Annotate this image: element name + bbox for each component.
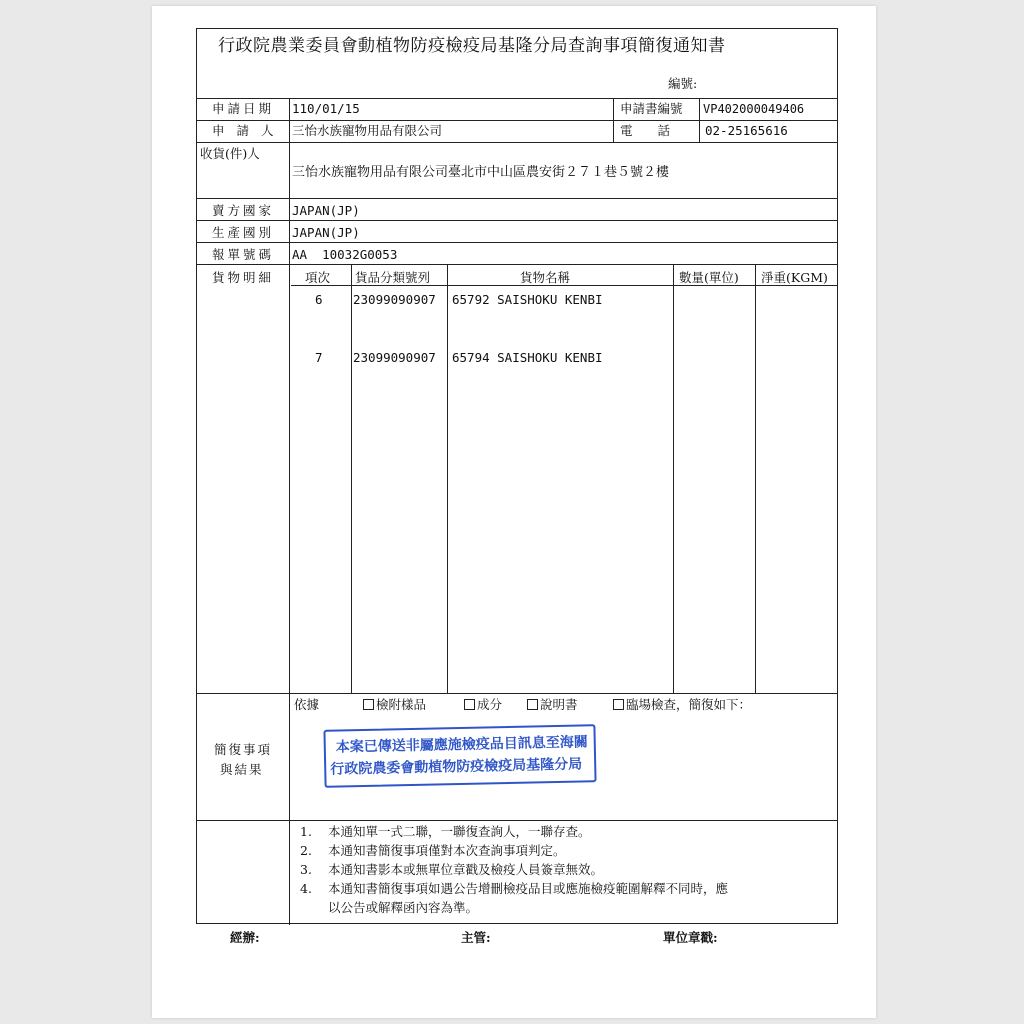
rule-line bbox=[197, 220, 837, 221]
phone-label: 電 話 bbox=[620, 123, 671, 138]
note-item: 4. 本通知書簡復事項如遇公告增刪檢疫品目或應施檢疫範圍解釋不同時，應 bbox=[300, 881, 729, 896]
table-row-name: 65792 SAISHOKU KENBI bbox=[452, 292, 603, 307]
phone-value: 02-25165616 bbox=[705, 123, 788, 138]
sample-option[interactable]: 檢附樣品 bbox=[363, 699, 426, 712]
notification-form bbox=[196, 28, 838, 924]
stamp-line1: 本案已傳送非屬應施檢疫品目訊息至海關 bbox=[335, 734, 588, 756]
rule-line bbox=[673, 264, 674, 693]
serial-number-label: 編號: bbox=[668, 76, 698, 91]
basis-label: 依據 bbox=[294, 697, 320, 712]
col-item-header: 項次 bbox=[305, 270, 331, 285]
stamp-line2: 行政院農委會動植物防疫檢疫局基隆分局 bbox=[330, 756, 583, 778]
manual-option[interactable]: 說明書 bbox=[527, 699, 578, 712]
checkbox-icon[interactable] bbox=[363, 699, 374, 710]
table-row-code: 23099090907 bbox=[353, 292, 436, 307]
rule-line bbox=[197, 98, 837, 99]
goods-details-label: 貨物明細 bbox=[212, 270, 275, 285]
checkbox-icon[interactable] bbox=[613, 699, 624, 710]
table-row-code: 23099090907 bbox=[353, 350, 436, 365]
origin-country-label: 生產國別 bbox=[212, 225, 275, 240]
rule-line bbox=[197, 120, 837, 121]
seller-country-value: JAPAN(JP) bbox=[292, 203, 360, 218]
document-title: 行政院農業委員會動植物防疫檢疫局基隆分局查詢事項簡復通知書 bbox=[218, 36, 726, 56]
reply-label-line1: 簡復事項 bbox=[214, 742, 273, 757]
consignee-label: 收貨(件)人 bbox=[200, 146, 260, 161]
checkbox-icon[interactable] bbox=[527, 699, 538, 710]
declaration-number-label: 報單號碼 bbox=[212, 247, 275, 262]
rule-line bbox=[197, 242, 837, 243]
rule-line bbox=[197, 693, 837, 694]
note-item: 3. 本通知書影本或無單位章戳及檢疫人員簽章無效。 bbox=[300, 862, 604, 877]
declaration-number-value: AA 10032G0053 bbox=[292, 247, 398, 262]
ingredient-option[interactable]: 成分 bbox=[464, 699, 502, 712]
rule-line bbox=[197, 142, 837, 143]
onsite-inspection-option[interactable]: 臨場檢查，簡復如下： bbox=[613, 699, 751, 712]
origin-country-value: JAPAN(JP) bbox=[292, 225, 360, 240]
note-item: 2. 本通知書簡復事項僅對本次查詢事項判定。 bbox=[300, 843, 566, 858]
handler-label: 經辦: bbox=[230, 930, 260, 945]
table-row-item: 7 bbox=[315, 350, 323, 365]
col-name-header: 貨物名稱 bbox=[520, 270, 571, 285]
applicant-value: 三怡水族寵物用品有限公司 bbox=[292, 123, 443, 138]
note-item: 1. 本通知單一式二聯，一聯復查詢人，一聯存查。 bbox=[300, 824, 591, 839]
reply-label-line2: 與結果 bbox=[220, 762, 264, 777]
applicant-label: 申 請 人 bbox=[212, 123, 278, 138]
form-number-value: VP402000049406 bbox=[703, 102, 805, 116]
consignee-value: 三怡水族寵物用品有限公司臺北市中山區農安街２７１巷５號２樓 bbox=[292, 165, 670, 180]
rule-line bbox=[197, 264, 837, 265]
apply-date-label: 申請日期 bbox=[212, 101, 275, 116]
notes-list bbox=[300, 822, 840, 917]
rule-line bbox=[699, 98, 700, 142]
rule-line bbox=[197, 820, 837, 821]
form-number-label: 申請書編號 bbox=[620, 101, 683, 116]
rule-line bbox=[289, 98, 290, 925]
seller-country-label: 賣方國家 bbox=[212, 203, 275, 218]
rule-line bbox=[447, 264, 448, 693]
checkbox-icon[interactable] bbox=[464, 699, 475, 710]
rule-line bbox=[197, 198, 837, 199]
supervisor-label: 主管: bbox=[461, 930, 491, 945]
rule-line bbox=[613, 98, 614, 142]
apply-date-value: 110/01/15 bbox=[292, 101, 360, 116]
col-weight-header: 淨重(KGM) bbox=[761, 270, 828, 285]
official-stamp bbox=[323, 724, 596, 788]
note-item-continued: 以公告或解釋函內容為準。 bbox=[328, 900, 479, 915]
col-code-header: 貨品分類號列 bbox=[355, 270, 431, 285]
table-row-item: 6 bbox=[315, 292, 323, 307]
unit-seal-label: 單位章戳: bbox=[663, 930, 718, 945]
table-row-name: 65794 SAISHOKU KENBI bbox=[452, 350, 603, 365]
col-quantity-header: 數量(單位) bbox=[679, 270, 739, 285]
rule-line bbox=[755, 264, 756, 693]
rule-line bbox=[351, 264, 352, 693]
